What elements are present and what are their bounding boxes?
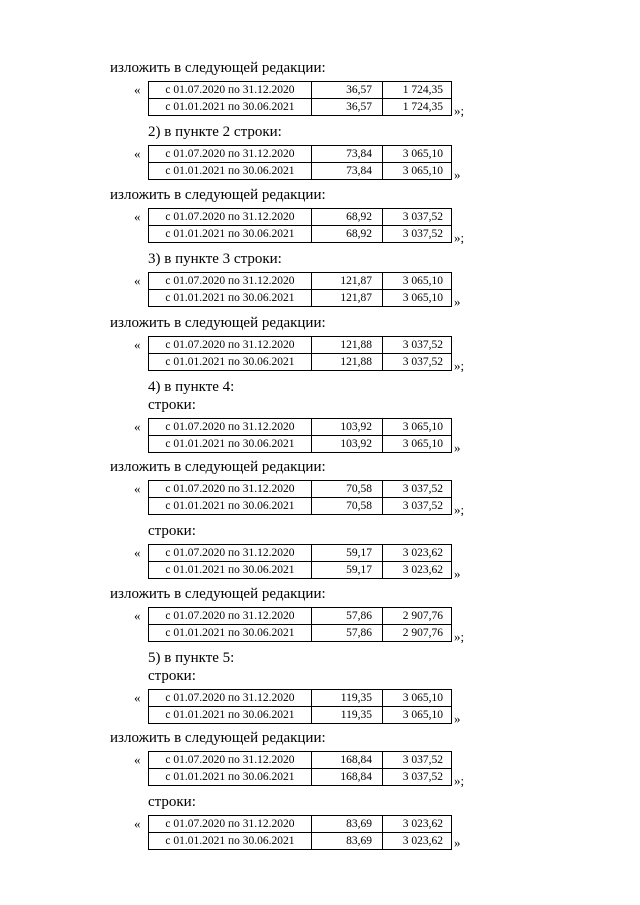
rate-cell: 57,86 bbox=[312, 608, 383, 625]
rate-cell: 68,92 bbox=[312, 226, 383, 243]
period-cell: с 01.07.2020 по 31.12.2020 bbox=[149, 146, 312, 163]
rate-cell: 70,58 bbox=[312, 481, 383, 498]
amount-cell: 3 065,10 bbox=[383, 290, 452, 307]
period-cell: с 01.01.2021 по 30.06.2021 bbox=[149, 226, 312, 243]
amount-cell: 3 065,10 bbox=[383, 707, 452, 724]
rate-cell: 168,84 bbox=[312, 769, 383, 786]
close-quote: »; bbox=[454, 773, 465, 788]
block-heading: 4) в пункте 4: bbox=[148, 379, 235, 395]
rate-table bbox=[148, 751, 452, 786]
open-quote: « bbox=[134, 690, 141, 705]
amount-cell: 2 907,76 bbox=[383, 625, 452, 642]
rate-cell: 73,84 bbox=[312, 146, 383, 163]
table-row bbox=[149, 146, 452, 163]
block-subheading: строки: bbox=[148, 668, 196, 684]
rate-cell: 103,92 bbox=[312, 419, 383, 436]
open-quote: « bbox=[134, 481, 141, 496]
rate-table bbox=[148, 607, 452, 642]
table-row bbox=[149, 354, 452, 371]
block-heading: строки: bbox=[148, 523, 196, 539]
rate-table bbox=[148, 336, 452, 371]
table-row bbox=[149, 498, 452, 515]
open-quote: « bbox=[134, 545, 141, 560]
period-cell: с 01.07.2020 по 31.12.2020 bbox=[149, 752, 312, 769]
amount-cell: 3 023,62 bbox=[383, 562, 452, 579]
rate-cell: 121,88 bbox=[312, 337, 383, 354]
period-cell: с 01.01.2021 по 30.06.2021 bbox=[149, 436, 312, 453]
period-cell: с 01.07.2020 по 31.12.2020 bbox=[149, 419, 312, 436]
rate-cell: 59,17 bbox=[312, 545, 383, 562]
table-row bbox=[149, 337, 452, 354]
block-heading: 3) в пункте 3 строки: bbox=[148, 251, 282, 267]
open-quote: « bbox=[134, 337, 141, 352]
period-cell: с 01.07.2020 по 31.12.2020 bbox=[149, 608, 312, 625]
rate-cell: 36,57 bbox=[312, 99, 383, 116]
close-quote: » bbox=[454, 711, 461, 726]
rate-cell: 168,84 bbox=[312, 752, 383, 769]
table-row bbox=[149, 707, 452, 724]
block-heading: изложить в следующей редакции: bbox=[110, 187, 326, 203]
period-cell: с 01.07.2020 по 31.12.2020 bbox=[149, 337, 312, 354]
amount-cell: 3 065,10 bbox=[383, 163, 452, 180]
rate-table bbox=[148, 208, 452, 243]
close-quote: » bbox=[454, 835, 461, 850]
period-cell: с 01.01.2021 по 30.06.2021 bbox=[149, 625, 312, 642]
table-row bbox=[149, 769, 452, 786]
amount-cell: 3 023,62 bbox=[383, 833, 452, 850]
open-quote: « bbox=[134, 752, 141, 767]
amount-cell: 1 724,35 bbox=[383, 82, 452, 99]
block-heading: изложить в следующей редакции: bbox=[110, 586, 326, 602]
period-cell: с 01.01.2021 по 30.06.2021 bbox=[149, 769, 312, 786]
table-row bbox=[149, 419, 452, 436]
period-cell: с 01.01.2021 по 30.06.2021 bbox=[149, 354, 312, 371]
period-cell: с 01.01.2021 по 30.06.2021 bbox=[149, 707, 312, 724]
amount-cell: 3 023,62 bbox=[383, 545, 452, 562]
rate-cell: 103,92 bbox=[312, 436, 383, 453]
block-heading: строки: bbox=[148, 794, 196, 810]
amount-cell: 3 037,52 bbox=[383, 209, 452, 226]
rate-table bbox=[148, 689, 452, 724]
amount-cell: 3 037,52 bbox=[383, 752, 452, 769]
rate-table bbox=[148, 815, 452, 850]
rate-cell: 119,35 bbox=[312, 690, 383, 707]
table-row bbox=[149, 690, 452, 707]
rate-cell: 59,17 bbox=[312, 562, 383, 579]
period-cell: с 01.07.2020 по 31.12.2020 bbox=[149, 209, 312, 226]
amount-cell: 3 065,10 bbox=[383, 690, 452, 707]
rate-cell: 57,86 bbox=[312, 625, 383, 642]
rate-cell: 121,87 bbox=[312, 273, 383, 290]
rate-table bbox=[148, 272, 452, 307]
block-heading: 2) в пункте 2 строки: bbox=[148, 124, 282, 140]
rate-cell: 121,87 bbox=[312, 290, 383, 307]
close-quote: » bbox=[454, 440, 461, 455]
table-row bbox=[149, 625, 452, 642]
rate-table bbox=[148, 145, 452, 180]
period-cell: с 01.07.2020 по 31.12.2020 bbox=[149, 481, 312, 498]
open-quote: « bbox=[134, 209, 141, 224]
block-heading: изложить в следующей редакции: bbox=[110, 459, 326, 475]
table-row bbox=[149, 226, 452, 243]
period-cell: с 01.07.2020 по 31.12.2020 bbox=[149, 82, 312, 99]
table-row bbox=[149, 209, 452, 226]
table-row bbox=[149, 273, 452, 290]
rate-table bbox=[148, 418, 452, 453]
table-row bbox=[149, 82, 452, 99]
open-quote: « bbox=[134, 146, 141, 161]
block-heading: изложить в следующей редакции: bbox=[110, 60, 326, 76]
table-row bbox=[149, 163, 452, 180]
rate-cell: 36,57 bbox=[312, 82, 383, 99]
amount-cell: 3 037,52 bbox=[383, 337, 452, 354]
period-cell: с 01.01.2021 по 30.06.2021 bbox=[149, 562, 312, 579]
amount-cell: 3 037,52 bbox=[383, 498, 452, 515]
period-cell: с 01.01.2021 по 30.06.2021 bbox=[149, 290, 312, 307]
close-quote: »; bbox=[454, 103, 465, 118]
table-row bbox=[149, 436, 452, 453]
amount-cell: 3 037,52 bbox=[383, 481, 452, 498]
close-quote: »; bbox=[454, 502, 465, 517]
table-row bbox=[149, 833, 452, 850]
block-heading: изложить в следующей редакции: bbox=[110, 315, 326, 331]
amount-cell: 1 724,35 bbox=[383, 99, 452, 116]
table-row bbox=[149, 99, 452, 116]
open-quote: « bbox=[134, 419, 141, 434]
period-cell: с 01.07.2020 по 31.12.2020 bbox=[149, 690, 312, 707]
open-quote: « bbox=[134, 608, 141, 623]
block-heading: изложить в следующей редакции: bbox=[110, 730, 326, 746]
amount-cell: 3 065,10 bbox=[383, 436, 452, 453]
period-cell: с 01.01.2021 по 30.06.2021 bbox=[149, 163, 312, 180]
rate-cell: 83,69 bbox=[312, 833, 383, 850]
table-row bbox=[149, 481, 452, 498]
amount-cell: 2 907,76 bbox=[383, 608, 452, 625]
amount-cell: 3 037,52 bbox=[383, 226, 452, 243]
period-cell: с 01.01.2021 по 30.06.2021 bbox=[149, 833, 312, 850]
block-subheading: строки: bbox=[148, 397, 196, 413]
close-quote: » bbox=[454, 566, 461, 581]
table-row bbox=[149, 608, 452, 625]
amount-cell: 3 065,10 bbox=[383, 146, 452, 163]
period-cell: с 01.07.2020 по 31.12.2020 bbox=[149, 273, 312, 290]
close-quote: »; bbox=[454, 230, 465, 245]
close-quote: »; bbox=[454, 629, 465, 644]
rate-table bbox=[148, 480, 452, 515]
amount-cell: 3 065,10 bbox=[383, 273, 452, 290]
rate-cell: 70,58 bbox=[312, 498, 383, 515]
rate-cell: 119,35 bbox=[312, 707, 383, 724]
period-cell: с 01.07.2020 по 31.12.2020 bbox=[149, 816, 312, 833]
block-heading: 5) в пункте 5: bbox=[148, 650, 235, 666]
table-row bbox=[149, 545, 452, 562]
table-row bbox=[149, 752, 452, 769]
open-quote: « bbox=[134, 816, 141, 831]
open-quote: « bbox=[134, 273, 141, 288]
table-row bbox=[149, 816, 452, 833]
close-quote: » bbox=[454, 167, 461, 182]
period-cell: с 01.01.2021 по 30.06.2021 bbox=[149, 99, 312, 116]
rate-cell: 83,69 bbox=[312, 816, 383, 833]
rate-table bbox=[148, 81, 452, 116]
rate-cell: 73,84 bbox=[312, 163, 383, 180]
rate-table bbox=[148, 544, 452, 579]
amount-cell: 3 023,62 bbox=[383, 816, 452, 833]
amount-cell: 3 037,52 bbox=[383, 354, 452, 371]
amount-cell: 3 037,52 bbox=[383, 769, 452, 786]
rate-cell: 68,92 bbox=[312, 209, 383, 226]
close-quote: »; bbox=[454, 358, 465, 373]
rate-cell: 121,88 bbox=[312, 354, 383, 371]
close-quote: » bbox=[454, 294, 461, 309]
amount-cell: 3 065,10 bbox=[383, 419, 452, 436]
open-quote: « bbox=[134, 82, 141, 97]
table-row bbox=[149, 562, 452, 579]
period-cell: с 01.07.2020 по 31.12.2020 bbox=[149, 545, 312, 562]
table-row bbox=[149, 290, 452, 307]
period-cell: с 01.01.2021 по 30.06.2021 bbox=[149, 498, 312, 515]
